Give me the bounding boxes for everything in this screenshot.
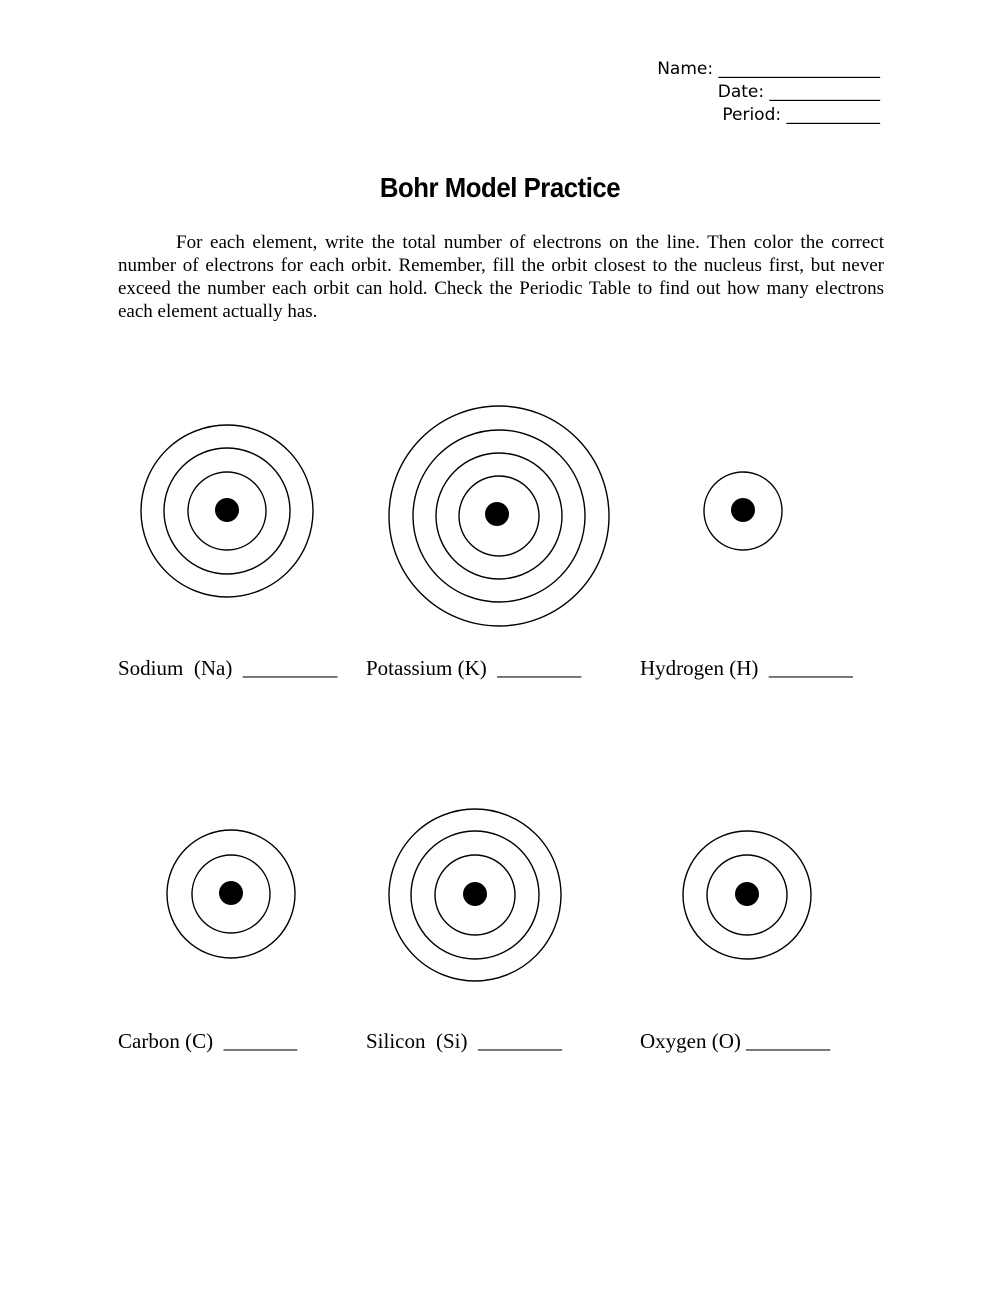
bohr-model-carbon[interactable]	[167, 830, 295, 958]
label-potassium[interactable]: Potassium (K) ________	[366, 656, 582, 680]
label-silicon[interactable]: Silicon (Si) ________	[366, 1029, 563, 1053]
bohr-model-sodium[interactable]	[141, 425, 313, 597]
label-sodium[interactable]: Sodium (Na) _________	[118, 656, 338, 680]
label-carbon[interactable]: Carbon (C) _______	[118, 1029, 298, 1053]
bohr-model-silicon[interactable]	[389, 809, 561, 981]
nucleus	[463, 882, 487, 906]
label-oxygen[interactable]: Oxygen (O) ________	[640, 1029, 831, 1053]
worksheet-title: Bohr Model Practice	[379, 172, 621, 203]
nucleus	[485, 502, 509, 526]
nucleus	[735, 882, 759, 906]
nucleus	[215, 498, 239, 522]
label-hydrogen[interactable]: Hydrogen (H) ________	[640, 656, 853, 680]
instructions-paragraph: For each element, write the total number of electrons on the line. Then color the correct number of electrons for each orbit. Remember, fill the orbit closest to the nucleus first, but never exceed the number each orbit can hold. Check the Periodic Table to find out how many electrons each element actually has.	[118, 232, 884, 322]
bohr-model-hydrogen[interactable]	[704, 472, 782, 550]
bohr-model-oxygen[interactable]	[683, 831, 811, 959]
date-field[interactable]: Date: _____________	[717, 82, 880, 102]
bohr-model-potassium[interactable]	[389, 406, 609, 626]
nucleus	[219, 881, 243, 905]
period-field[interactable]: Period: ___________	[722, 105, 880, 125]
nucleus	[731, 498, 755, 522]
name-field[interactable]: Name: ___________________	[657, 59, 880, 79]
